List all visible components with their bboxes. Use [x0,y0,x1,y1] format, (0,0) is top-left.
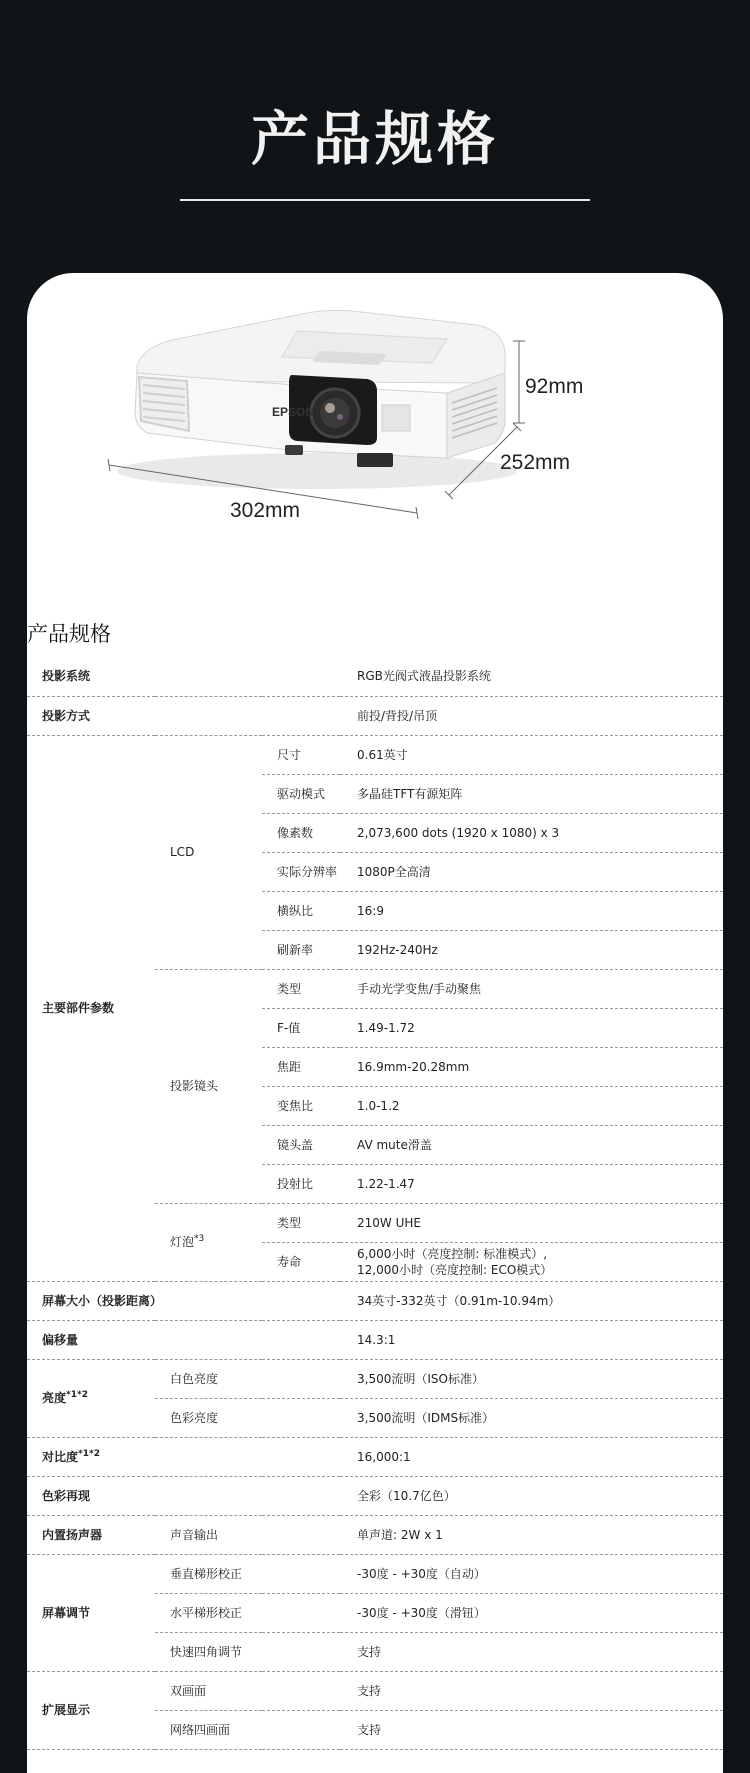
sub-label: 变焦比 [262,1086,340,1125]
row-label: 扩展显示 [27,1671,155,1749]
footnote-mark: *3 [194,1234,205,1244]
row-label: 投影方式 [27,696,340,735]
sub-label: 网络四画面 [155,1710,340,1749]
page-title: 产品规格 [250,105,499,173]
table-row [27,1476,723,1515]
row-value: 16,000:1 [340,1437,723,1476]
row-label: 偏移量 [27,1320,340,1359]
row-value: 单声道: 2W x 1 [340,1515,723,1554]
table-row [27,657,723,696]
row-value: 16:9 [340,891,723,930]
row-label: 色彩再现 [27,1476,340,1515]
value-line: 12,000小时（亮度控制: ECO模式） [357,1262,553,1277]
contrast-label: 对比度 [42,1449,79,1464]
row-label: 投影系统 [27,657,340,696]
sub-label: 像素数 [262,813,340,852]
row-value: 支持 [340,1632,723,1671]
brightness-label: 亮度 [42,1391,67,1405]
row-value: 1.0-1.2 [340,1086,723,1125]
depth-dimension: 252mm [500,451,571,474]
row-label: 屏幕大小（投影距离） [27,1281,340,1320]
row-value: 2,073,600 dots (1920 x 1080) x 3 [340,813,723,852]
row-value: 14.3:1 [340,1320,723,1359]
table-row [27,1359,723,1398]
sub-label: 双画面 [155,1671,340,1710]
projector-illustration [27,273,723,603]
table-row [27,1515,723,1554]
section-title: 产品规格 [27,622,111,646]
sub-label: 实际分辨率 [262,852,340,891]
row-value: AV mute滑盖 [340,1125,723,1164]
sub-label: 快速四角调节 [155,1632,340,1671]
sub-label: 类型 [262,1203,340,1242]
row-value: 16.9mm-20.28mm [340,1047,723,1086]
title-divider [180,199,590,201]
row-value: 210W UHE [340,1203,723,1242]
row-value: -30度 - +30度（自动） [340,1554,723,1593]
row-value: 手动光学变焦/手动聚焦 [340,969,723,1008]
sub-label: 驱动模式 [262,774,340,813]
row-value: 3,500流明（ISO标准） [340,1359,723,1398]
group-label: 投影镜头 [155,969,262,1203]
row-value: 前投/背投/吊顶 [340,696,723,735]
sub-label: 镜头盖 [262,1125,340,1164]
sub-label: 垂直梯形校正 [155,1554,340,1593]
table-row [27,1671,723,1710]
row-value: 1080P全高清 [340,852,723,891]
row-label [27,1437,340,1476]
sub-label: 水平梯形校正 [155,1593,340,1632]
sub-label: 类型 [262,969,340,1008]
height-dimension: 92mm [525,375,584,398]
spec-card [27,273,723,1773]
row-value: 全彩（10.7亿色） [340,1476,723,1515]
row-value: 0.61英寸 [340,735,723,774]
sub-label: F-值 [262,1008,340,1047]
row-label: 内置扬声器 [27,1515,155,1554]
sub-label: 刷新率 [262,930,340,969]
sub-label: 声音输出 [155,1515,340,1554]
group-label: LCD [155,735,262,969]
table-row [27,1437,723,1476]
row-label: 主要部件参数 [27,735,155,1281]
row-label: 屏幕调节 [27,1554,155,1671]
row-value: 1.49-1.72 [340,1008,723,1047]
row-value: -30度 - +30度（滑钮） [340,1593,723,1632]
row-value: 1.22-1.47 [340,1164,723,1203]
row-value [340,1242,723,1281]
width-dimension: 302mm [230,499,301,522]
row-value: 34英寸-332英寸（0.91m-10.94m） [340,1281,723,1320]
row-value: RGB光阀式液晶投影系统 [340,657,723,696]
sub-label: 焦距 [262,1047,340,1086]
sub-label: 横纵比 [262,891,340,930]
sub-label: 尺寸 [262,735,340,774]
row-value: 支持 [340,1710,723,1749]
row-value: 192Hz-240Hz [340,930,723,969]
table-row [27,1281,723,1320]
table-row [27,696,723,735]
footnote-mark: *1*2 [66,1390,88,1400]
footnote-mark: *1*2 [78,1448,100,1459]
table-row [27,735,723,774]
row-label [27,1359,155,1437]
row-value: 支持 [340,1671,723,1710]
sub-label: 色彩亮度 [155,1398,340,1437]
row-value: 多晶硅TFT有源矩阵 [340,774,723,813]
group-label [155,1203,262,1281]
sub-label: 投射比 [262,1164,340,1203]
product-figure [27,273,723,603]
spec-table [27,657,723,1750]
brand-logo: EPSON [272,405,315,419]
table-row [27,1320,723,1359]
sub-label: 白色亮度 [155,1359,340,1398]
row-value: 3,500流明（IDMS标准） [340,1398,723,1437]
sub-label: 寿命 [262,1242,340,1281]
lamp-label: 灯泡 [170,1235,195,1249]
value-line: 6,000小时（亮度控制: 标准模式）, [357,1246,548,1261]
page-header [0,0,750,280]
table-row [27,1554,723,1593]
